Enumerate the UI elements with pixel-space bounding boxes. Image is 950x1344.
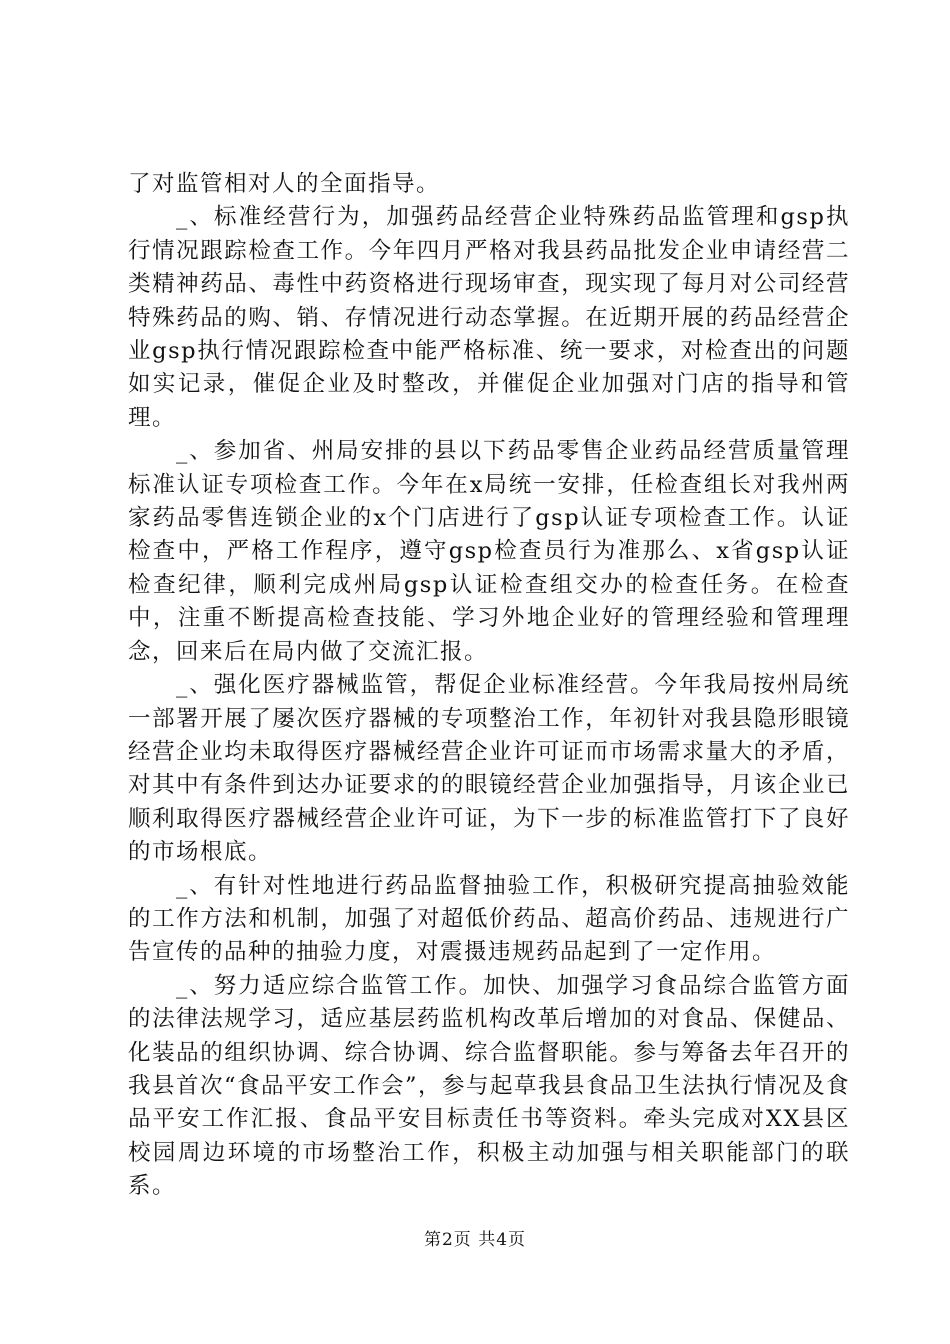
paragraph-special-drugs: _、标准经营行为，加强药品经营企业特殊药品监管理和gsp执行情况跟踪检查工作。今年四月严格对我县药品批发企业申请经营二类精神药品、毒性中药资格进行现场审查，现实现了每月对公司经营特殊药品的购、销、存情况进行动态掌握。在近期开展的药品经营企业gsp执行情况跟踪检查中能严格标准、统一要求，对检查出的问题如实记录，催促企业及时整改，并催促企业加强对门店的指导和管理。 <box>128 204 850 431</box>
paragraph-drug-sampling: _、有针对性地进行药品监督抽验工作，积极研究提高抽验效能的工作方法和机制，加强了对超低价药品、超高价药品、违规进行广告宣传的品种的抽验力度，对震摄违规药品起到了一定作用。 <box>128 872 850 966</box>
paragraph-gsp-certification: _、参加省、州局安排的县以下药品零售企业药品经营质量管理标准认证专项检查工作。今年在x局统一安排，任检查组长对我州两家药品零售连锁企业的x个门店进行了gsp认证专项检查工作。认证检查中，严格工作程序，遵守gsp检查员行为准那么、x省gsp认证检查纪律，顺利完成州局gsp认证检查组交办的检查任务。在检查中，注重不断提高检查技能、学习外地企业好的管理经验和管理理念，回来后在局内做了交流汇报。 <box>128 438 850 665</box>
page-number: 第2页 共4页 <box>423 1230 527 1250</box>
page-footer <box>0 1228 950 1252</box>
paragraph-continuation: 了对监管相对人的全面指导。 <box>128 171 441 197</box>
paragraph-medical-devices: _、强化医疗器械监管，帮促企业标准经营。今年我局按州局统一部署开展了屡次医疗器械的专项整治工作，年初针对我县隐形眼镜经营企业均未取得医疗器械经营企业许可证而市场需求量大的矛盾，对其中有条件到达办证要求的的眼镜经营企业加强指导，月该企业已顺利取得医疗器械经营企业许可证，为下一步的标准监管打下了良好的市场根底。 <box>128 672 850 866</box>
document-body <box>128 168 850 1204</box>
paragraph-comprehensive-supervision: _、努力适应综合监管工作。加快、加强学习食品综合监管方面的法律法规学习，适应基层药监机构改革后增加的对食品、保健品、化装品的组织协调、综合协调、综合监督职能。参与筹备去年召开的我县首次“食品平安工作会”，参与起草我县食品卫生法执行情况及食品平安工作汇报、食品平安目标责任书等资料。牵头完成对XX县区校园周边环境的市场整治工作，积极主动加强与相关职能部门的联系。 <box>128 972 851 1200</box>
